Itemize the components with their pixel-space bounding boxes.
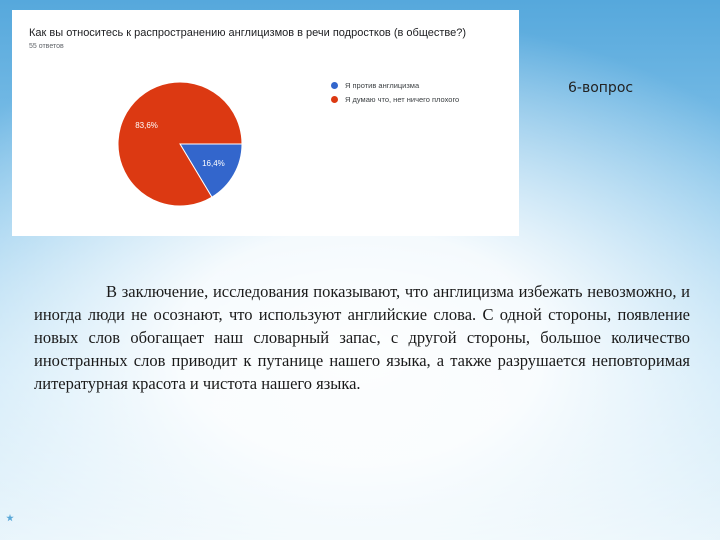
legend-swatch [331, 96, 338, 103]
pie-chart [12, 10, 519, 236]
legend-label: Я думаю что, нет ничего плохого [345, 94, 460, 104]
response-count: 55 ответов [29, 43, 64, 50]
legend-label: Я против англицизма [345, 80, 420, 90]
conclusion-paragraph: В заключение, исследования показывают, что англицизма избежать невозможно, и иногда люди не осознают, что используют английские слова. С одной стороны, появление новых слов обогащает наш словарный запас, с другой стороны, большое количество иностранных слов приводит к путанице нашего языка, а также разрушается неповторимая литературная красота и чистота нашего языка. [34, 282, 690, 393]
chart-legend [331, 78, 459, 106]
chart-card [12, 10, 519, 236]
slice-label-nothing-bad: 83,6% [135, 121, 158, 131]
slice-label-against: 16,4% [202, 158, 225, 168]
question-number: 6-вопрос [568, 80, 634, 96]
legend-swatch [331, 82, 338, 89]
legend-item-against [331, 78, 459, 92]
legend-item-nothing-bad [331, 92, 459, 106]
chart-title: Как вы относитесь к распространению англицизмов в речи подростков (в обществе?) [29, 27, 467, 39]
star-decoration [6, 514, 14, 522]
